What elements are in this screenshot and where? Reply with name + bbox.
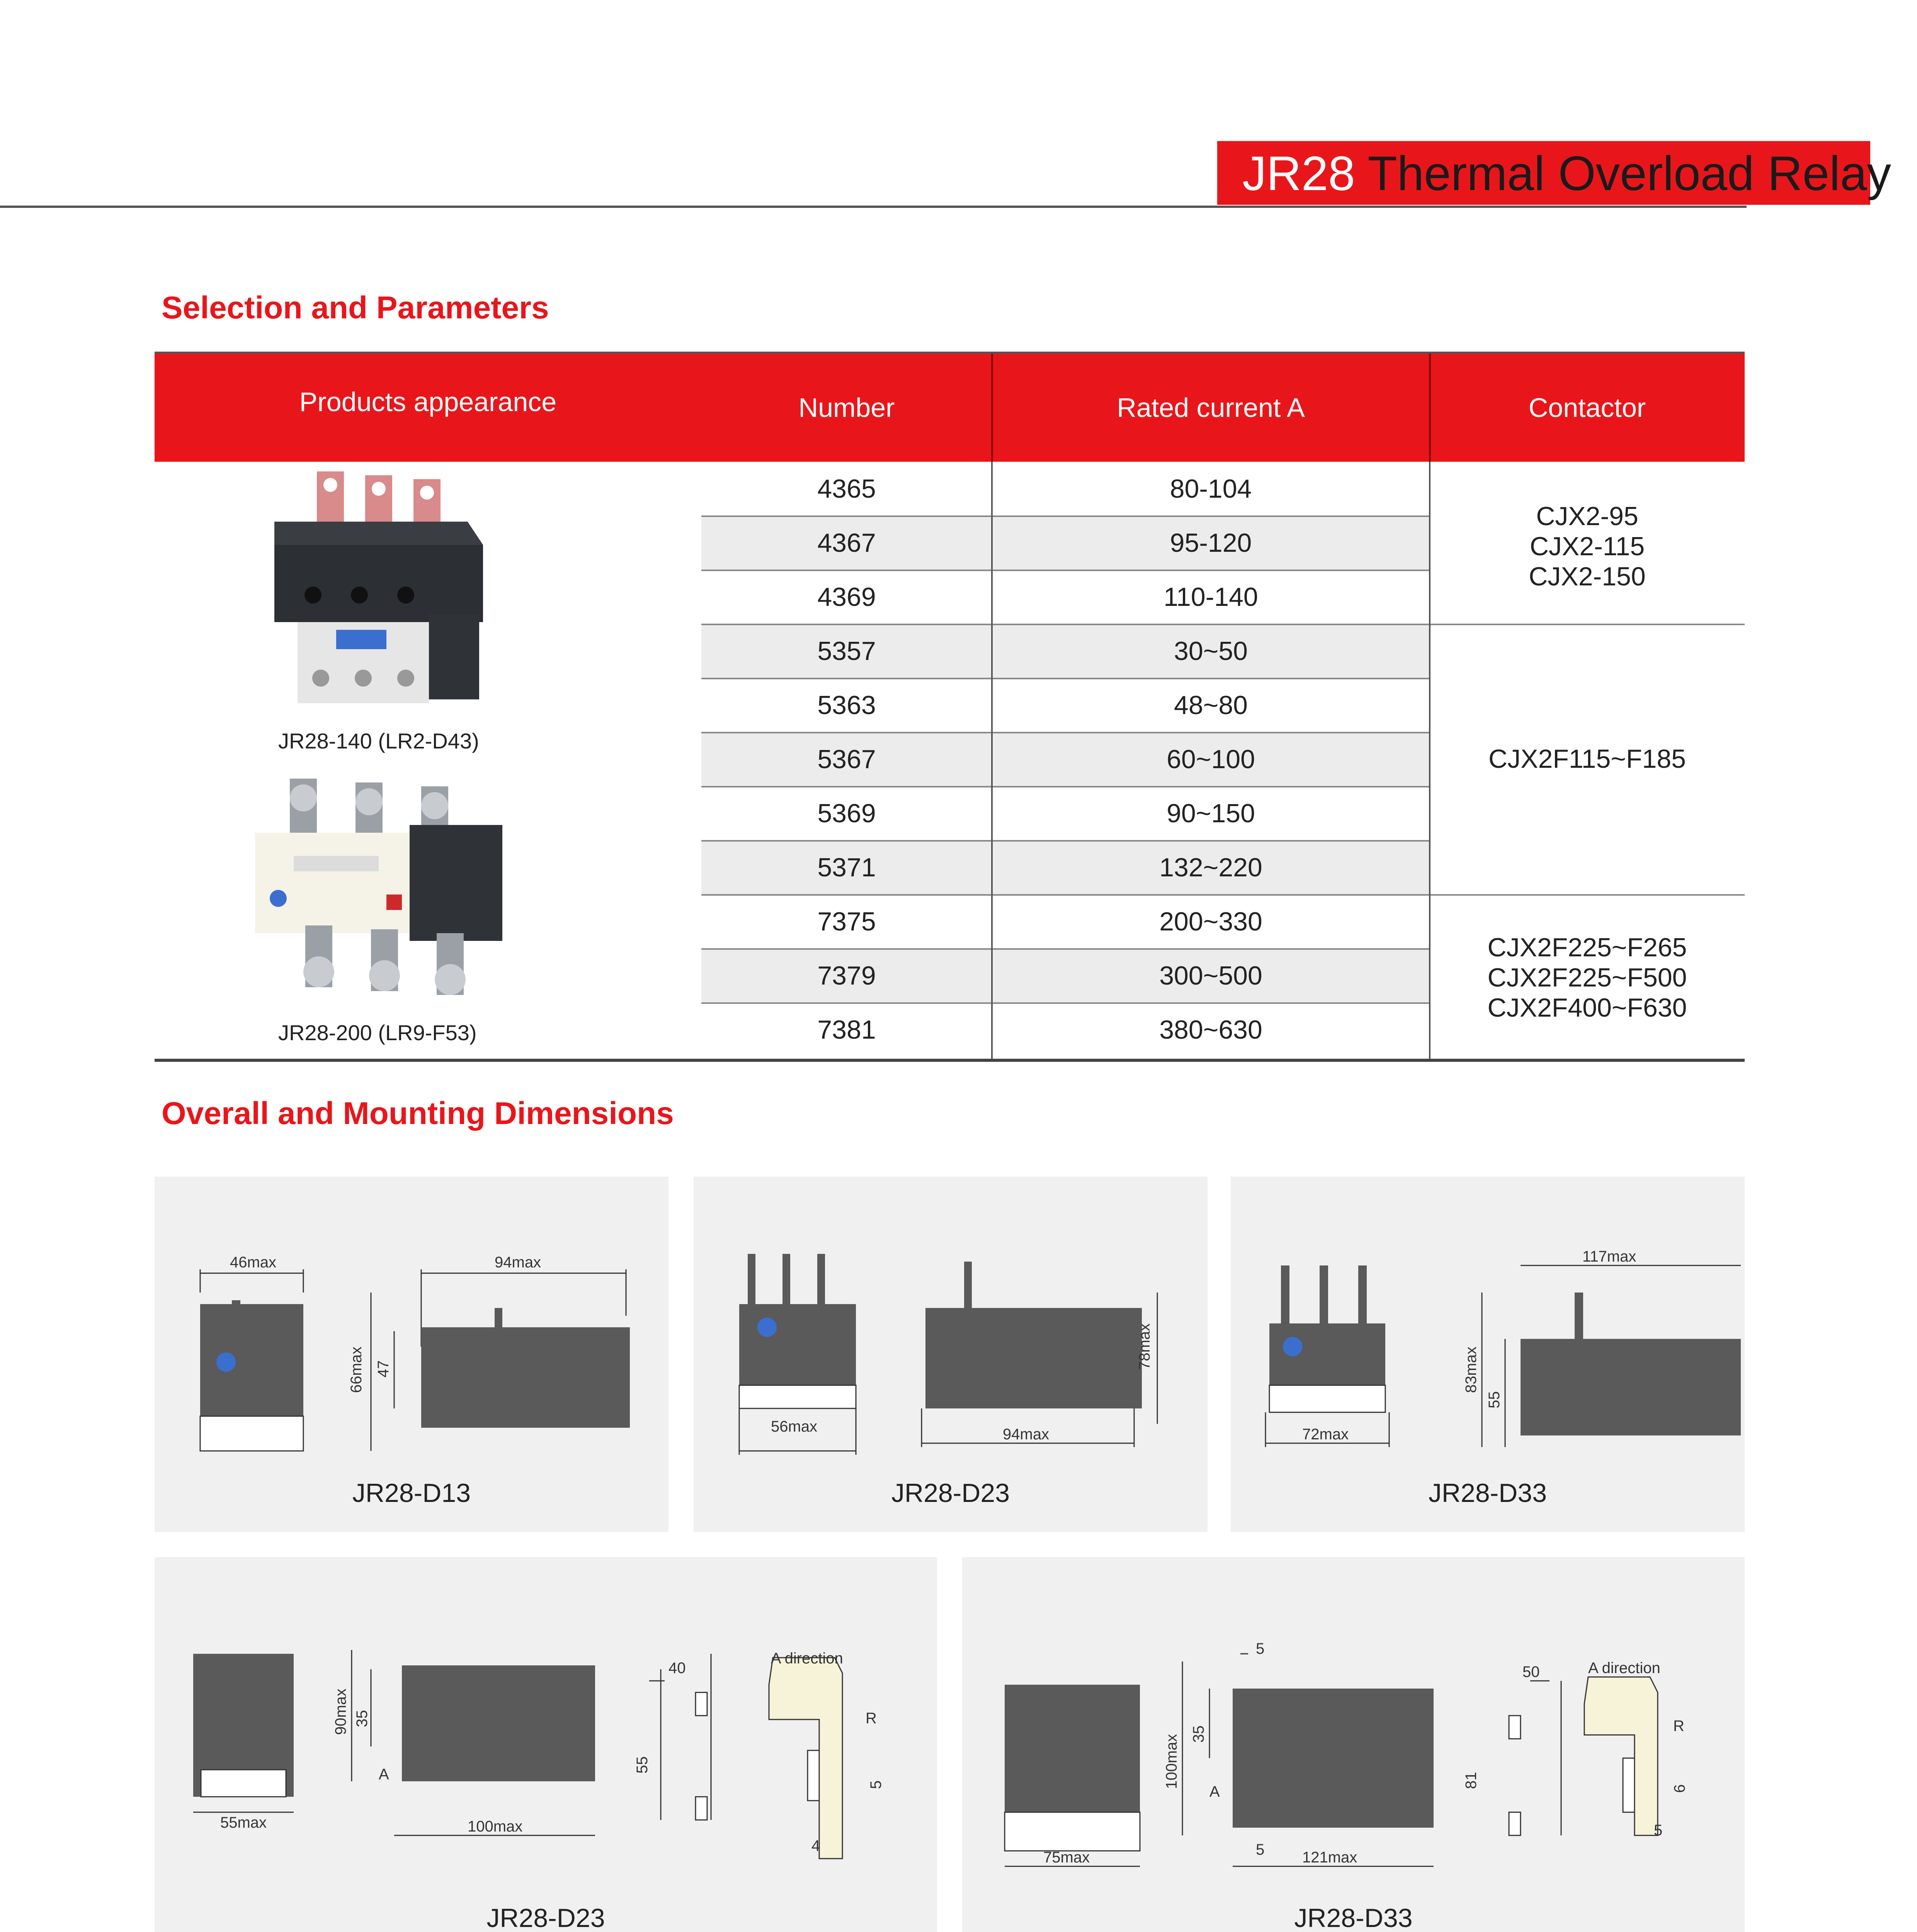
drawing-panel-jr28-d33	[1231, 1177, 1745, 1532]
svg-text:A direction: A direction	[1588, 1660, 1660, 1677]
table-row: 5357 30~50	[701, 624, 1430, 678]
svg-text:A: A	[379, 1766, 389, 1783]
svg-text:5: 5	[1256, 1841, 1265, 1858]
svg-text:47: 47	[375, 1360, 392, 1378]
svg-text:A direction: A direction	[771, 1650, 843, 1667]
svg-text:56max: 56max	[771, 1418, 818, 1435]
dimension-drawing	[694, 1177, 1208, 1486]
svg-text:4: 4	[811, 1837, 820, 1854]
drawing-caption: JR28-D13	[352, 1478, 471, 1508]
svg-text:117max: 117max	[1582, 1248, 1636, 1265]
svg-text:90max: 90max	[332, 1688, 349, 1735]
svg-text:6: 6	[1671, 1784, 1688, 1793]
svg-text:81: 81	[1463, 1772, 1480, 1789]
drawing-caption: JR28-D33	[1428, 1478, 1547, 1508]
svg-text:83max: 83max	[1463, 1346, 1480, 1393]
svg-text:R: R	[1673, 1718, 1684, 1735]
svg-text:50: 50	[1522, 1663, 1540, 1680]
svg-text:55: 55	[1486, 1391, 1503, 1408]
col-header-contactor: Contactor	[1528, 393, 1646, 423]
svg-text:A: A	[1209, 1783, 1220, 1800]
contactor-group-3: CJX2F225~F265 CJX2F225~F500 CJX2F400~F630	[1487, 933, 1687, 1022]
drawing-caption: JR28-D33	[1294, 1903, 1413, 1932]
dimension-drawing	[155, 1557, 937, 1905]
table-row: 7379 300~500	[701, 949, 1430, 1003]
product-photo-jr28-200	[247, 771, 526, 1003]
svg-text:35: 35	[1190, 1725, 1207, 1743]
table-row: 4365 80-104	[817, 474, 1252, 503]
svg-text:5: 5	[1256, 1640, 1265, 1657]
product-caption-2: JR28-200 (LR9-F53)	[278, 1020, 477, 1045]
table-row: 7381 380~630	[817, 1015, 1262, 1044]
svg-text:5: 5	[867, 1780, 885, 1789]
table-row: 4367 95-120	[701, 516, 1430, 570]
dimension-drawing	[155, 1177, 668, 1486]
table-row: 4369 110-140	[817, 582, 1258, 612]
table-header	[155, 354, 1745, 462]
svg-text:100max: 100max	[1163, 1734, 1180, 1789]
svg-text:35: 35	[354, 1710, 371, 1727]
table-row: 5371 132~220	[701, 840, 1430, 895]
svg-text:55: 55	[634, 1756, 651, 1774]
col-header-appearance: Products appearance	[299, 387, 557, 417]
drawing-panel-jr28-d13	[155, 1177, 668, 1532]
svg-text:46max: 46max	[230, 1254, 277, 1271]
svg-text:72max: 72max	[1302, 1426, 1349, 1443]
svg-text:121max: 121max	[1302, 1849, 1357, 1866]
table-row: 5367 60~100	[701, 732, 1430, 786]
table-bottom-rule	[155, 1059, 1745, 1062]
svg-text:75max: 75max	[1043, 1849, 1090, 1866]
svg-text:40: 40	[668, 1660, 686, 1677]
page-title: JR28 Thermal Overload Relay	[1242, 147, 1891, 201]
table-row: 5363 48~80	[817, 690, 1248, 720]
drawing-panel-jr28-d23	[694, 1177, 1208, 1532]
dimension-drawing	[1231, 1177, 1745, 1486]
svg-text:66max: 66max	[348, 1346, 365, 1393]
col-header-number: Number	[798, 393, 895, 423]
dimension-drawing	[962, 1557, 1745, 1905]
svg-text:5: 5	[1654, 1822, 1663, 1839]
drawing-caption: JR28-D23	[891, 1478, 1010, 1508]
svg-text:94max: 94max	[495, 1254, 541, 1271]
product-photo-jr28-140	[267, 468, 506, 715]
svg-text:100max: 100max	[468, 1818, 523, 1835]
col-header-current: Rated current A	[1117, 393, 1305, 423]
svg-text:55max: 55max	[220, 1814, 267, 1831]
contactor-group-2: CJX2F115~F185	[1488, 744, 1686, 774]
svg-text:78max: 78max	[1136, 1323, 1153, 1370]
section-title-selection: Selection and Parameters	[162, 290, 549, 325]
drawing-panel-jr28-d23-mounting	[155, 1557, 937, 1932]
table-row: 5369 90~150	[817, 799, 1255, 828]
drawing-caption: JR28-D23	[486, 1903, 605, 1932]
header-rule	[0, 206, 1747, 208]
table-row: 7375 200~330	[817, 907, 1262, 936]
product-caption-1: JR28-140 (LR2-D43)	[278, 729, 479, 753]
contactor-group-1: CJX2-95 CJX2-115 CJX2-150	[1529, 502, 1646, 591]
svg-text:94max: 94max	[1003, 1426, 1050, 1443]
svg-text:R: R	[866, 1710, 877, 1727]
drawing-panel-jr28-d33-mounting	[962, 1557, 1745, 1932]
section-title-dimensions: Overall and Mounting Dimensions	[162, 1096, 674, 1131]
